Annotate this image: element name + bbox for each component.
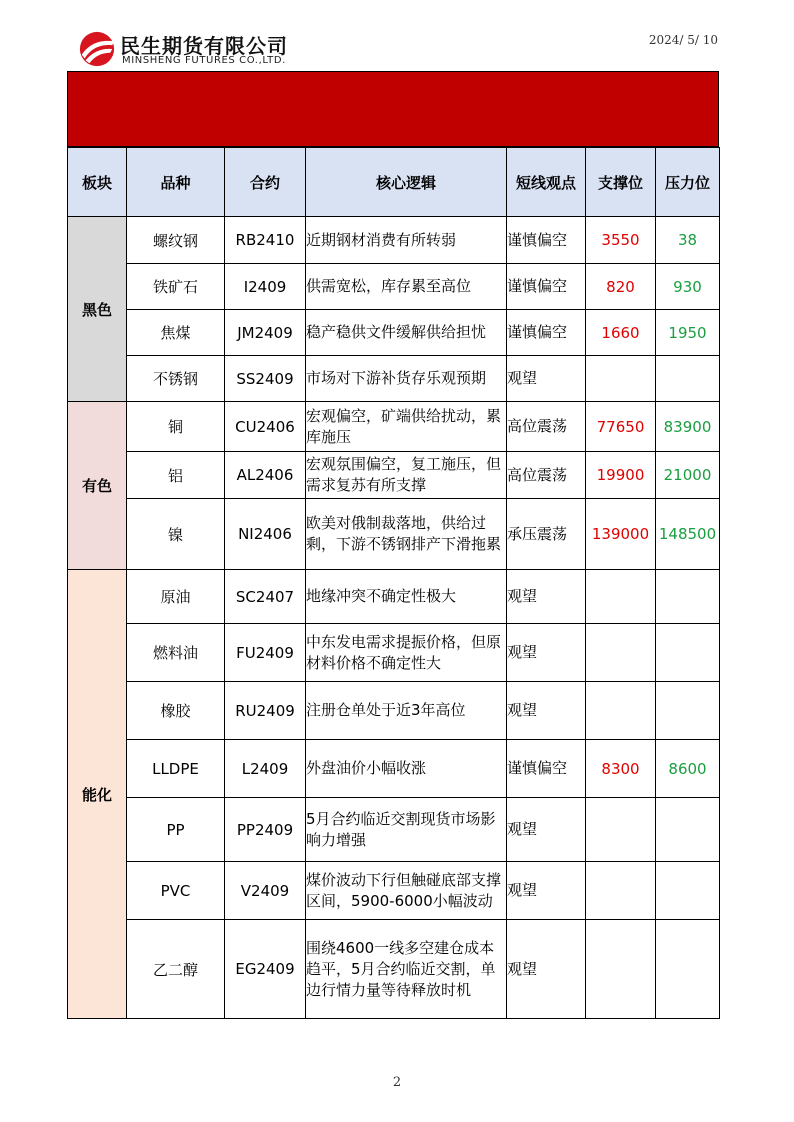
resistance-cell: [656, 356, 720, 402]
table-row: [68, 356, 720, 402]
logic-cell: [306, 862, 507, 920]
logic-cell: 稳产稳供文件缓解供给担忧: [306, 310, 507, 356]
resistance-cell: 8600: [656, 740, 720, 798]
variety-cell: 螺纹钢: [127, 217, 225, 264]
view-cell: 观望: [507, 356, 586, 402]
contract-cell: PP2409: [225, 798, 306, 862]
logic-cell: 市场对下游补货存乐观预期: [306, 356, 507, 402]
variety-cell: LLDPE: [127, 740, 225, 798]
sector-cell: 有色: [68, 402, 127, 570]
resistance-cell: [656, 798, 720, 862]
table-row: [68, 740, 720, 798]
view-cell: 谨慎偏空: [507, 217, 586, 264]
table-row: [68, 920, 720, 1019]
contract-cell: EG2409: [225, 920, 306, 1019]
support-cell: 1660: [586, 310, 656, 356]
logic-cell: 5月合约临近交割现货市场影响力增强: [306, 798, 507, 862]
resistance-cell: [656, 570, 720, 624]
header-contract: 合约: [225, 148, 306, 217]
contract-cell: RU2409: [225, 682, 306, 740]
view-cell: 观望: [507, 624, 586, 682]
page-header: [78, 28, 718, 72]
table-row: [68, 798, 720, 862]
page-number: 2: [392, 1075, 402, 1090]
table-row: [68, 862, 720, 920]
support-cell: [586, 862, 656, 920]
table-row: [68, 624, 720, 682]
table-row: [68, 452, 720, 499]
view-cell: 观望: [507, 920, 586, 1019]
logic-cell: 宏观偏空，矿端供给扰动，累库施压: [306, 402, 507, 452]
minsheng-logo-icon: [78, 30, 116, 68]
support-cell: [586, 570, 656, 624]
support-cell: 139000: [586, 499, 656, 570]
logic-cell: 中东发电需求提振价格，但原材料价格不确定性大: [306, 624, 507, 682]
resistance-cell: 83900: [656, 402, 720, 452]
view-cell: 高位震荡: [507, 452, 586, 499]
variety-cell: 原油: [127, 570, 225, 624]
contract-cell: L2409: [225, 740, 306, 798]
contract-cell: RB2410: [225, 217, 306, 264]
support-cell: [586, 682, 656, 740]
strategy-table: [67, 147, 720, 1019]
logic-cell: 注册仓单处于近3年高位: [306, 682, 507, 740]
contract-cell: AL2406: [225, 452, 306, 499]
logic-cell: 围绕4600一线多空建仓成本趋平，5月合约临近交割，单边行情力量等待释放时机: [306, 920, 507, 1019]
contract-cell: V2409: [225, 862, 306, 920]
logic-cell: 宏观氛围偏空，复工施压，但需求复苏有所支撑: [306, 452, 507, 499]
contract-cell: I2409: [225, 264, 306, 310]
table-row: [68, 402, 720, 452]
view-cell: 谨慎偏空: [507, 310, 586, 356]
title-banner: [67, 71, 719, 147]
resistance-cell: 148500: [656, 499, 720, 570]
support-cell: [586, 920, 656, 1019]
logic-cell: 供需宽松，库存累至高位: [306, 264, 507, 310]
table-header-row: [68, 148, 720, 217]
table-row: [68, 217, 720, 264]
variety-cell: 铝: [127, 452, 225, 499]
variety-cell: PP: [127, 798, 225, 862]
resistance-cell: [656, 920, 720, 1019]
view-cell: 观望: [507, 798, 586, 862]
support-cell: 3550: [586, 217, 656, 264]
variety-cell: 焦煤: [127, 310, 225, 356]
view-cell: 承压震荡: [507, 499, 586, 570]
view-cell: 谨慎偏空: [507, 740, 586, 798]
support-cell: 77650: [586, 402, 656, 452]
variety-cell: 镍: [127, 499, 225, 570]
table-row: [68, 499, 720, 570]
contract-cell: NI2406: [225, 499, 306, 570]
table-row: [68, 570, 720, 624]
contract-cell: SS2409: [225, 356, 306, 402]
resistance-cell: [656, 682, 720, 740]
company-name-en: MINSHENG FUTURES CO.,LTD.: [122, 55, 286, 66]
logic-cell: 欧美对俄制裁落地，供给过剩，下游不锈钢排产下滑拖累: [306, 499, 507, 570]
sector-cell: 黑色: [68, 217, 127, 402]
support-cell: [586, 356, 656, 402]
logic-text: 煤价波动下行但触碰底部支撑区间，5900-6000小幅波动: [306, 870, 502, 910]
resistance-cell: 38: [656, 217, 720, 264]
report-date: 2024/ 5/ 10: [648, 33, 718, 47]
resistance-cell: 21000: [656, 452, 720, 499]
resistance-cell: 930: [656, 264, 720, 310]
view-cell: 观望: [507, 682, 586, 740]
view-cell: 高位震荡: [507, 402, 586, 452]
table-row: [68, 264, 720, 310]
table-row: [68, 682, 720, 740]
header-support: 支撑位: [586, 148, 656, 217]
variety-cell: 铜: [127, 402, 225, 452]
support-cell: [586, 624, 656, 682]
contract-cell: JM2409: [225, 310, 306, 356]
support-cell: 8300: [586, 740, 656, 798]
support-cell: 19900: [586, 452, 656, 499]
variety-cell: 乙二醇: [127, 920, 225, 1019]
sector-cell: 能化: [68, 570, 127, 1019]
contract-cell: SC2407: [225, 570, 306, 624]
support-cell: 820: [586, 264, 656, 310]
table-row: [68, 310, 720, 356]
resistance-cell: 1950: [656, 310, 720, 356]
header-sector: 板块: [68, 148, 127, 217]
header-logic: 核心逻辑: [306, 148, 507, 217]
logic-cell: 近期钢材消费有所转弱: [306, 217, 507, 264]
variety-cell: PVC: [127, 862, 225, 920]
variety-cell: 燃料油: [127, 624, 225, 682]
logic-cell: 地缘冲突不确定性极大: [306, 570, 507, 624]
header-view: 短线观点: [507, 148, 586, 217]
header-variety: 品种: [127, 148, 225, 217]
variety-cell: 铁矿石: [127, 264, 225, 310]
support-cell: [586, 798, 656, 862]
variety-cell: 不锈钢: [127, 356, 225, 402]
view-cell: 谨慎偏空: [507, 264, 586, 310]
header-resistance: 压力位: [656, 148, 720, 217]
variety-cell: 橡胶: [127, 682, 225, 740]
view-cell: 观望: [507, 862, 586, 920]
company-name-cn: 民生期货有限公司: [120, 34, 288, 58]
contract-cell: CU2406: [225, 402, 306, 452]
resistance-cell: [656, 862, 720, 920]
logic-cell: 外盘油价小幅收涨: [306, 740, 507, 798]
view-cell: 观望: [507, 570, 586, 624]
resistance-cell: [656, 624, 720, 682]
contract-cell: FU2409: [225, 624, 306, 682]
